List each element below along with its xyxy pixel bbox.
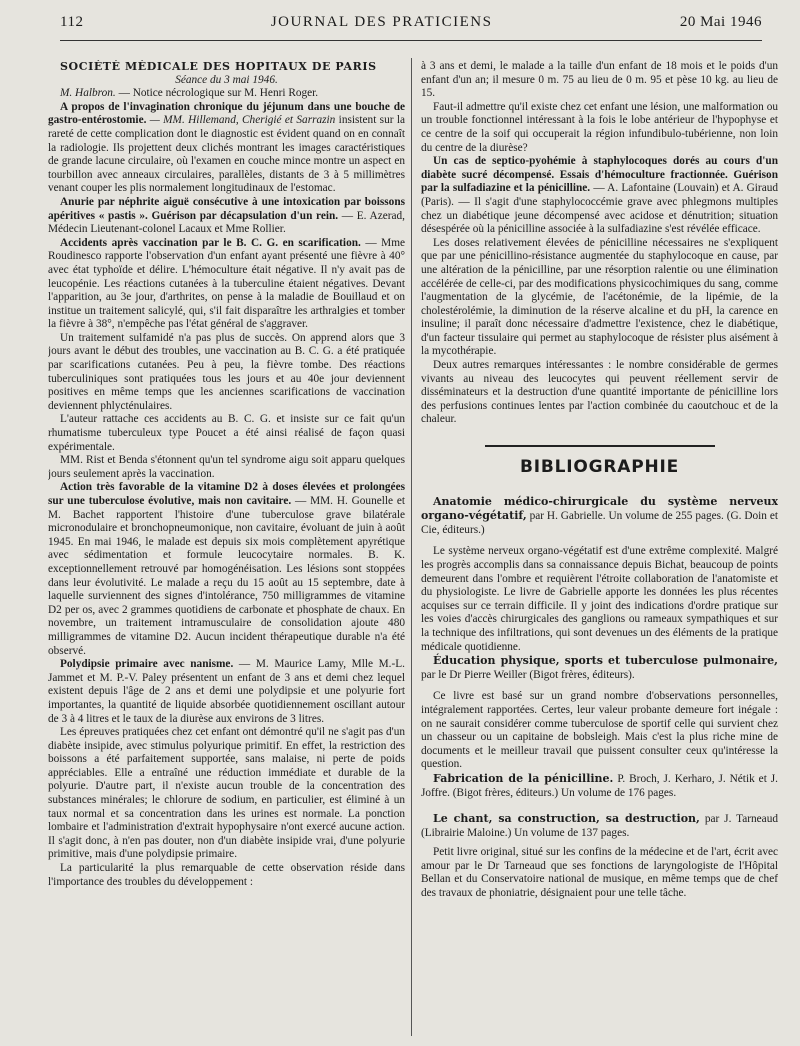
article-title: Action très favorable de la vitamine D2 à doses élevées et prolongées sur une tuberculose évolutive, mais non cavitaire. — [48, 481, 405, 507]
article-title: Polydipsie primaire avec nanisme. — [60, 658, 234, 671]
book-meta: par J. Tarneaud (Librairie Maloine.) Un volume de 137 pages. — [421, 813, 778, 839]
bibliography-rule — [485, 445, 715, 447]
paragraph: MM. Rist et Benda s'étonnent qu'un tel syndrome aigu soit apparu quelques jours seulement après la vaccination. — [48, 454, 405, 480]
paragraph: Les épreuves pratiquées chez cet enfant ont démontré qu'il ne s'agit pas d'un diabète insipide, avec stimulus polyurique primitif. En effet, la restriction des boissons a été parfaitement supportée, sans malaise, ni perte de poids appréciables. Elle a entraîné une réduction immédiate et durable de la polyurie. D'autre part, il n'existe aucun trouble de la concentration des substances minérales; le chlorure de sodium, en particulier, est éliminé à un taux normal et sa concentration dans les urines est normale. La ponction lombaire et l'administration d'extrait hypophysaire n'ont exercé aucune action. Il s'agit donc, à n'en pas douter, non d'un diabète insipide vrai, d'une polyurie primitive, mais d'une polydipsie primaire. — [48, 726, 405, 861]
book-fabrication — [421, 772, 778, 800]
paragraph: La particularité la plus remarquable de cette observation réside dans l'importance des troubles du développement : — [48, 862, 405, 888]
book-meta: P. Broch, J. Kerharo, J. Nétik et J. Joffre. (Bigot frères, éditeurs.) Un volume de 176 pages. — [421, 772, 778, 799]
article-authors: — MM. Hillemand, Cherigié et Sarrazin — [146, 114, 336, 127]
article-authors: — E. Azerad, Médecin Lieutenant-colonel Lacaux et Mme Rollier. — [48, 209, 405, 236]
article-septico — [421, 155, 778, 237]
page-header — [60, 14, 762, 40]
article-text: — Il s'agit d'une staphylococcémie grave avec phlegmons multiples chez un diabétique jeune décompensé avec acidose et dénutrition; situation désespérée où la pénicilline associée à la sulfadiazine s'est révélée efficace. — [421, 195, 778, 236]
issue-date: 20 Mai 1946 — [679, 14, 762, 30]
article-text: — MM. H. Gounelle et M. Bachet rapportent l'histoire d'une tuberculose grave bilatérale micronodulaire et bronchopneumonique, non cavitaire, évoluant de juin à août 1945. En mai 1946, le malade est depuis six mois complètement apyrétique avec sédimentation et formule leucocytaire normales. B. K. exceptionnellement retrouvé par homogénéisation. Les lésions sont stoppées dans leur évolutivité. Le malade a reçu du 15 août au 15 septembre, date à laquelle surviennent des signes d'intolérance, 750 milligrammes de vitamine D2 per os, avec 2 grammes quotidiens de carbonate et phosphate de chaux. En novembre, un traitement intramusculaire de consolidation ajoute 480 milligrammes de vitamine D2. Aucun incident thérapeutique durable n'a été observé. — [48, 495, 405, 657]
article-text: insistent sur la rareté de cette complication dont le diagnostic est évident quand on en connaît la radiologie. Ils projettent deux clichés montrant les images caractéristiques de grande lacune circulaire, où l'examen en couche mince montre un aspect en tourbillon avec anneaux circulaires, parallèles, distants de 3 à 5 millimètres venant couper les plis normalement longitudinaux de l'estomac. — [48, 114, 405, 195]
column-divider — [411, 58, 412, 1036]
paragraph: Deux autres remarques intéressantes : le nombre considérable de germes vivants au niveau des leucocytes qui peuvent réellement servir de disséminateurs et la destruction d'une quantité importante de pénicilline lors des perfusions continues lentes par l'action combinée du caoutchouc et de la chaleur. — [421, 359, 778, 426]
article-title: Accidents après vaccination par le B. C. G. en scarification. — [60, 236, 361, 249]
article-halbron — [48, 87, 405, 101]
article-authors: — A. Lafontaine (Louvain) et A. Giraud (Paris). — [421, 182, 778, 208]
book-meta: par le Dr Pierre Weiller (Bigot frères, éditeurs). — [421, 668, 635, 681]
seance-date: Séance du 3 mai 1946. — [175, 73, 278, 86]
paragraph: Un traitement sulfamidé n'a pas plus de succès. On apprend alors que 3 jours avant le début des troubles, une vaccination au B. C. G. a été pratiquée par scarifications cutanées. Peu à peu, la fièvre tombe. Des réactions tuberculiniques sont pratiquées tous les jours et au 40e jour deviennent positives en même temps que les anciennes scarifications de vaccination deviennent phlycténulaires. — [48, 331, 405, 412]
book-anatomie — [421, 495, 778, 538]
page-number: 112 — [60, 14, 84, 30]
book-chant — [421, 812, 778, 840]
article-text: — Mme Roudinesco rapporte l'observation d'un enfant ayant présenté une fièvre à 40° avec état typhoïde et délire. L'hémoculture était négative. Il n'y avait pas de leucopénie. Les réactions cutanées à la tuberculine étaient négatives. Devant l'apparition, au 3e jour, d'arthrites, on pense à la maladie de Bouillaud et on institue un traitement salicylé, qui, s'il fait disparaître les arthralgies et tomber la fièvre à 38°, n'empêche pas l'état général de s'aggraver. — [48, 236, 405, 331]
book-education — [421, 654, 778, 682]
article-title: A propos de l'invagination chronique du jéjunum dans une bouche de gastro-entérostomie. — [48, 100, 405, 127]
journal-title: JOURNAL DES PRATICIENS — [270, 14, 493, 30]
left-column — [48, 60, 405, 1038]
article-text: — Notice nécrologique sur M. Henri Roger. — [115, 87, 319, 100]
book-title: Le chant, sa construction, sa destruction, — [433, 812, 700, 826]
author: M. Halbron. — [60, 87, 116, 100]
article-text: — M. Maurice Lamy, Mlle M.-L. Jammet et M. P.-V. Paley présentent un enfant de 3 ans et demi chez lequel existent depuis l'âge de 2 ans et demi une polydipsie et une polyurie fort importantes, la quantité de liquide absorbée quotidiennement oscillant autour de 3 à 4 litres et le taux de la diurèse aux environs de 3 litres. — [48, 658, 405, 725]
book-title: Éducation physique, sports et tuberculose pulmonaire, — [433, 654, 778, 668]
article-invagination — [48, 101, 405, 196]
header-rule — [60, 40, 762, 41]
book-title: Anatomie médico-chirurgicale du système nerveux organo-végétatif, — [421, 494, 778, 523]
article-accidents — [48, 237, 405, 332]
article-title: Un cas de septico-pyohémie à staphylocoques dorés au cours d'un diabète sucré décompensé. Essais d'hémoculture fractionnée. Guérison par la sulfadiazine et la pénicilline. — [421, 155, 778, 195]
book-title: Fabrication de la pénicilline. — [433, 771, 614, 785]
bibliography-heading: BIBLIOGRAPHIE — [519, 457, 680, 478]
article-anurie — [48, 196, 405, 237]
paragraph: Faut-il admettre qu'il existe chez cet enfant une lésion, une malformation ou un trouble fonctionnel intéressant à la fois le lobe antérieur de l'hypophyse et ce centre de la soif qui occuperait la région infundibulo-tubérienne, non loin du centre de la diurèse? — [421, 100, 778, 154]
society-title: SOCIÉTÉ MÉDICALE DES HOPITAUX DE PARIS — [60, 60, 377, 73]
book-review: Petit livre original, situé sur les confins de la médecine et de l'art, écrit avec amour par le Dr Tarneaud que ses fonctions de laryngologiste de l'Hôpital Bellan et du Conservatoire national de musique, en même temps que de chef des travaux de phoniatrie, désignaient pour une telle tâche. — [421, 846, 778, 900]
paragraph: L'auteur rattache ces accidents au B. C. G. et insiste sur ce fait qu'un rhumatisme tuberculeux type Poucet a été ainsi réalisé de façon quasi expérimentale. — [48, 413, 405, 453]
book-review: Ce livre est basé sur un grand nombre d'observations personnelles, intégralement rapportées. Certes, leur valeur probante demeure fort inégale : on ne saurait considérer comme tuberculose de sportif celle qui survient chez un chasseur ou un capitaine de bobsleigh. Mais c'est la plus riche mine de documents et le meilleur travail que puissent consulter ceux qu'intéresse la question. — [421, 690, 778, 771]
article-polydipsie — [48, 658, 405, 726]
article-title: Anurie par néphrite aiguë consécutive à une intoxication par boissons apéritives « pastis ». Guérison par décapsulation d'un rein. — [48, 195, 405, 222]
paragraph: à 3 ans et demi, le malade a la taille d'un enfant de 18 mois et le poids d'un enfant d'un an; il mesure 0 m. 75 au lieu de 0 m. 95 et pèse 10 kg. au lieu de 15. — [421, 60, 778, 100]
paragraph: Les doses relativement élevées de pénicilline nécessaires ne s'expliquent que par une pénicillino-résistance augmentée du staphylocoque en cause, par une altération de la pénicilline, par une résorption ralentie ou une élimination accélérée de celle-ci, par des modifications physicochimiques du sang, comme l'augmentation de la glycémie, de l'acétonémie, de la lipémie, de la cholestérolémie, la diminution de la réserve alcaline et du pH, la carence en insuline; il paraît donc nécessaire d'admettre l'existence, chez le diabétique, d'un facteur tissulaire qui permet au staphylocoque de résister plus aisément à la mycothérapie. — [421, 236, 778, 358]
article-vitamine — [48, 481, 405, 658]
right-column — [421, 60, 778, 1038]
book-meta: par H. Gabrielle. Un volume de 255 pages. (G. Doin et Cie, éditeurs.) — [421, 510, 778, 536]
book-review: Le système nerveux organo-végétatif est d'une extrême complexité. Malgré les progrès accomplis dans sa connaissance depuis Bichat, beaucoup de points demeurent dans l'ombre et requièrent l'étroite collaboration de l'anatomiste et du physiologiste. Le livre de Gabrielle apporte les données les plus récentes acquises sur ce terrain difficile. Il y joint des indications d'ordre pratique sur les voies d'accès chirurgicales des ganglions ou rameaux sympathiques et sur la technique des infiltrations, qui sont devenues un des éléments de la pratique médicale quotidienne. — [421, 545, 778, 653]
